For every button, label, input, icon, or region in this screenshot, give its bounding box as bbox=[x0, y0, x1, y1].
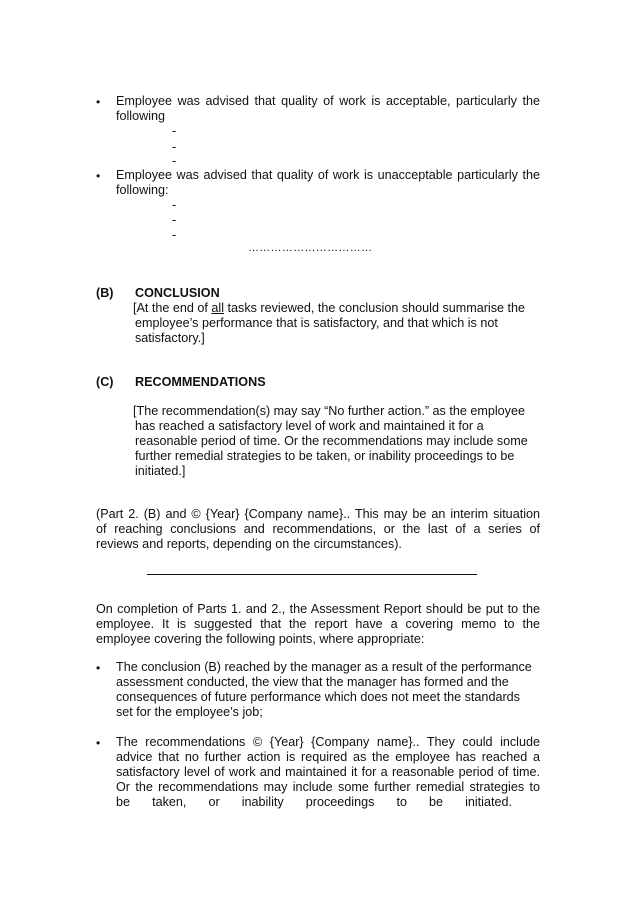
dash-item: - bbox=[172, 228, 177, 242]
section-c-line-3: reasonable period of time. Or the recommendations may include some bbox=[135, 434, 528, 448]
completion-line-3: employee covering the following points, where appropriate: bbox=[96, 632, 425, 646]
section-b-line-3: satisfactory.] bbox=[135, 331, 205, 345]
part2-note-line-1: (Part 2. (B) and © {Year} {Company name}.. This may be an interim situation bbox=[96, 507, 540, 521]
bullet-2-line-2: following: bbox=[116, 183, 169, 197]
section-c-line-2: has reached a satisfactory level of work and maintained it for a bbox=[135, 419, 484, 433]
section-b-heading: CONCLUSION bbox=[135, 286, 220, 300]
point-1-line-1: The conclusion (B) reached by the manager as a result of the performance bbox=[116, 660, 532, 674]
underlined-word: all bbox=[211, 301, 225, 315]
bullet-marker: • bbox=[96, 169, 101, 183]
dash-item: - bbox=[172, 124, 177, 138]
point-2-line-4: Or the recommendations may include some further remedial strategies to bbox=[116, 780, 540, 794]
section-c-label: (C) bbox=[96, 375, 114, 389]
dash-item: - bbox=[172, 140, 177, 154]
bullet-1-line-1: Employee was advised that quality of work is acceptable, particularly the bbox=[116, 94, 540, 108]
part2-note-line-3: reviews and reports, depending on the circumstances). bbox=[96, 537, 402, 551]
section-b-line-1: [At the end of all tasks reviewed, the conclusion should summarise the bbox=[133, 301, 526, 315]
bullet-marker: • bbox=[96, 661, 101, 675]
section-c-line-1: [The recommendation(s) may say “No further action.” as the employee bbox=[133, 404, 525, 418]
section-c-heading: RECOMMENDATIONS bbox=[135, 375, 266, 389]
dotted-separator: …………………………… bbox=[248, 242, 373, 254]
section-b-label: (B) bbox=[96, 286, 114, 300]
point-1-line-2: assessment conducted, the view that the manager has formed and the bbox=[116, 675, 509, 689]
section-b-line-2: employee’s performance that is satisfactory, and that which is not bbox=[135, 316, 498, 330]
bullet-2-line-1: Employee was advised that quality of work is unacceptable particularly the bbox=[116, 168, 540, 182]
section-c-line-4: further remedial strategies to be taken, or inability proceedings to be bbox=[135, 449, 515, 463]
bullet-marker: • bbox=[96, 95, 101, 109]
section-c-line-5: initiated.] bbox=[135, 464, 186, 478]
dash-item: - bbox=[172, 213, 177, 227]
point-1-line-4: set for the employee’s job; bbox=[116, 705, 263, 719]
completion-line-1: On completion of Parts 1. and 2., the Assessment Report should be put to the bbox=[96, 602, 540, 616]
dash-item: - bbox=[172, 198, 177, 212]
point-1-line-3: consequences of future performance which does not meet the standards bbox=[116, 690, 520, 704]
bullet-marker: • bbox=[96, 736, 101, 750]
dash-item: - bbox=[172, 154, 177, 168]
point-2-line-5: be taken, or inability proceedings to be initiated. bbox=[116, 795, 512, 809]
completion-line-2: employee. It is suggested that the report have a covering memo to the bbox=[96, 617, 540, 631]
point-2-line-2: advice that no further action is required as the employee has reached a bbox=[116, 750, 540, 764]
horizontal-rule bbox=[147, 574, 477, 575]
point-2-line-1: The recommendations © {Year} {Company name}.. They could include bbox=[116, 735, 540, 749]
bullet-1-line-2: following bbox=[116, 109, 166, 123]
part2-note-line-2: of reaching conclusions and recommendations, or the last of a series of bbox=[96, 522, 540, 536]
point-2-line-3: satisfactory level of work and maintained it for a reasonable period of time. bbox=[116, 765, 540, 779]
